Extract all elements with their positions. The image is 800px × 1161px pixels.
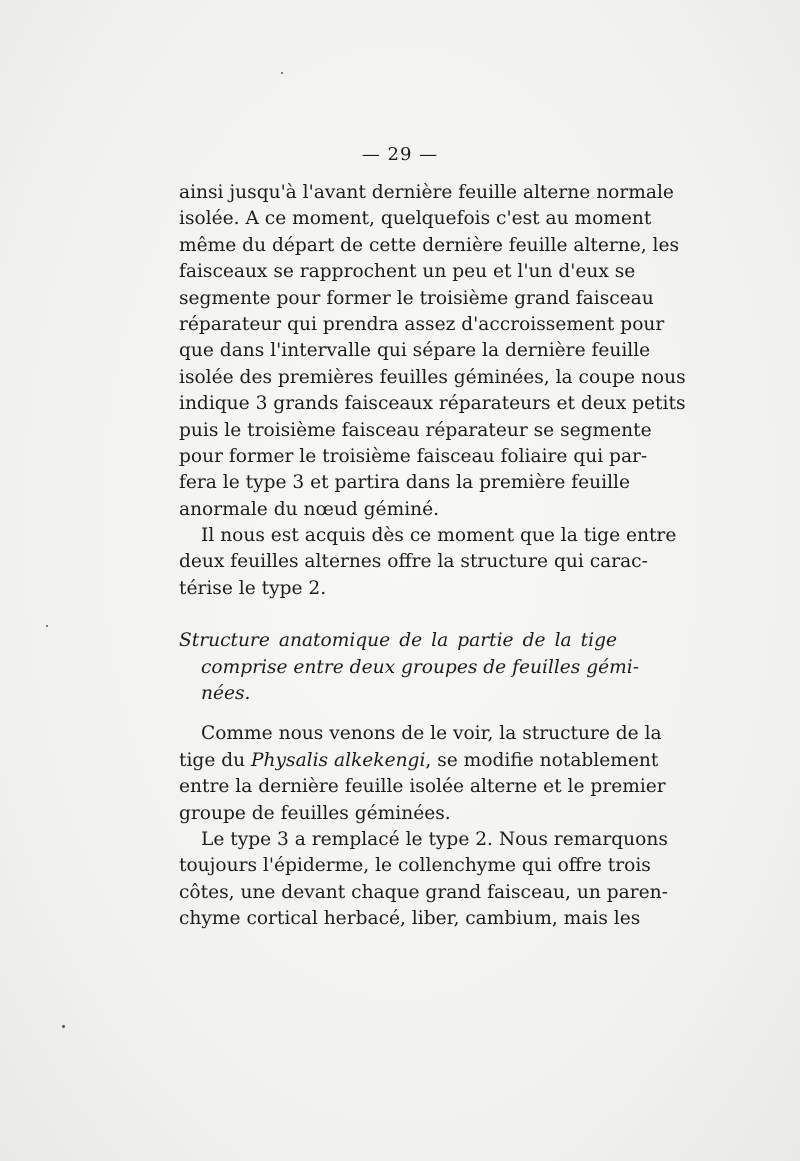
heading-line: nées. bbox=[201, 683, 251, 705]
species-name: Physalis alkekengi bbox=[251, 749, 426, 771]
text-line: entre la dernière feuille isolée alterne et le premier bbox=[179, 776, 666, 798]
text-line: Comme nous venons de le voir, la structure de la bbox=[201, 723, 662, 745]
page-number: — 29 — bbox=[361, 144, 439, 165]
text-line: chyme cortical herbacé, liber, cambium, mais les bbox=[179, 908, 641, 930]
text-line: groupe de feuilles géminées. bbox=[179, 802, 451, 824]
text-line: réparateur qui prendra assez d'accroissement pour bbox=[179, 313, 665, 335]
section-heading bbox=[179, 628, 640, 707]
paragraph-3 bbox=[179, 721, 666, 827]
heading-line: comprise entre deux groupes de feuilles gémi- bbox=[201, 656, 640, 678]
text-line: segmente pour former le troisième grand faisceau bbox=[179, 287, 654, 309]
text-line: Il nous est acquis dès ce moment que la tige entre bbox=[201, 525, 677, 547]
text-line: fera le type 3 et partira dans la première feuille bbox=[179, 472, 630, 494]
text-line: toujours l'épiderme, le collenchyme qui offre trois bbox=[179, 855, 651, 877]
heading-line: Structure anatomique de la partie de la tige bbox=[179, 630, 617, 652]
text-line: que dans l'intervalle qui sépare la dernière feuille bbox=[179, 340, 651, 362]
text-line: térise le type 2. bbox=[179, 577, 327, 599]
text-line: anormale du nœud géminé. bbox=[179, 498, 440, 520]
body-text bbox=[179, 180, 686, 933]
text-fragment: tige du bbox=[179, 749, 252, 771]
paragraph-2 bbox=[179, 523, 677, 602]
text-line: deux feuilles alternes offre la structure qui carac- bbox=[179, 551, 648, 573]
text-line: isolée. A ce moment, quelquefois c'est au moment bbox=[179, 208, 652, 230]
text-line: faisceaux se rapprochent un peu et l'un d'eux se bbox=[179, 261, 636, 283]
text-line: ainsi jusqu'à l'avant dernière feuille alterne normale bbox=[179, 182, 674, 203]
text-line: même du départ de cette dernière feuille alterne, les bbox=[179, 234, 680, 256]
spacer bbox=[179, 602, 617, 628]
text-line: côtes, une devant chaque grand faisceau, un paren- bbox=[179, 881, 668, 903]
text-fragment: , se modifie notablement bbox=[425, 749, 659, 771]
scan-speck bbox=[62, 1025, 65, 1028]
text-line: puis le troisième faisceau réparateur se segmente bbox=[179, 419, 652, 441]
text-line: pour former le troisième faisceau foliaire qui par- bbox=[179, 445, 648, 467]
text-line bbox=[179, 748, 659, 774]
scan-speck bbox=[281, 72, 283, 74]
paragraph-4 bbox=[179, 827, 668, 933]
spacer bbox=[179, 707, 617, 721]
text-line: isolée des premières feuilles géminées, la coupe nous bbox=[179, 366, 686, 388]
paragraph-1 bbox=[179, 180, 686, 523]
scan-speck bbox=[46, 625, 48, 627]
text-line: Le type 3 a remplacé le type 2. Nous remarquons bbox=[201, 828, 668, 850]
text-line: indique 3 grands faisceaux réparateurs et deux petits bbox=[179, 393, 686, 415]
